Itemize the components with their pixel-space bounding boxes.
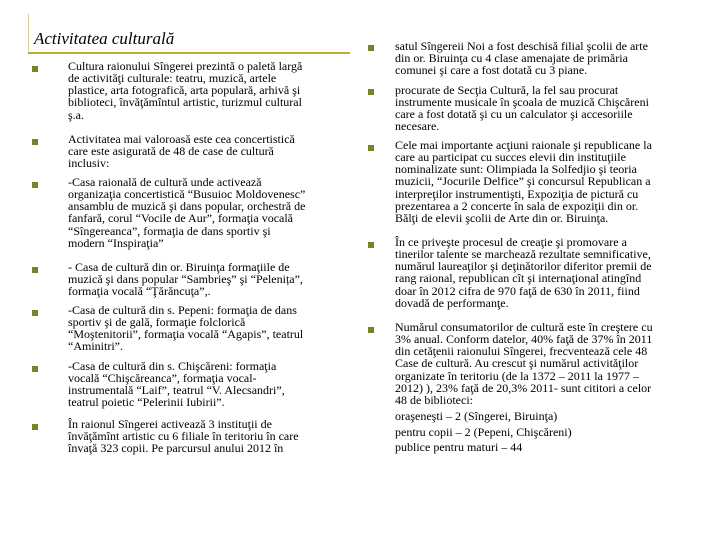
paragraph: -Casa de cultură din s. Chişcăreni: formaţia vocală “Chişcăreanca”, formaţia vocal- instrumentală “Laif”, teatrul “V. Alecsandri”, teatrul poietic “Pelerinii Iubirii”.	[68, 359, 285, 410]
paragraph: -Casa de cultură din s. Pepeni: formaţia de dans sportiv şi de gală, formaţie folclorică “Moştenitorii”, formaţia vocală “Agapis”, teatrul “Aminitri”.	[68, 303, 304, 354]
title-underline	[28, 52, 350, 54]
bullet-icon	[32, 139, 38, 145]
bullet-icon	[32, 424, 38, 430]
paragraph: Activitatea mai valoroasă este cea concertistică care este asigurată de 48 de case de cultură inclusiv:	[68, 132, 295, 171]
bullet-icon	[368, 89, 374, 95]
paragraph: În raionul Sîngerei activează 3 instituţii de învăţămînt artistic cu 6 filiale în teritoriu în care învaţă 323 copii. Pe parcursul anului 2012 în	[68, 417, 299, 456]
bullet-icon	[32, 267, 38, 273]
paragraph: În ce priveşte procesul de creaţie şi promovare a tinerilor talente se marchează rezultate semnificative, numărul laureaţilor şi deţinătorilor diferitor premii de rang raional, republican cît şi internaţional atingînd doar în 2012 cifra de 970 faţă de 630 în 2011, fiind dovadă de performanţe.	[395, 235, 652, 310]
paragraph: procurate de Secţia Cultură, la fel sau procurat instrumente musicale în şcoala de muzică Chişcăreni care a fost dotată şi cu un calculator şi accesoriile necesare.	[395, 83, 649, 134]
bullet-icon	[32, 310, 38, 316]
bullet-icon	[368, 45, 374, 51]
bullet-icon	[368, 242, 374, 248]
library-list: oraşeneşti – 2 (Sîngerei, Biruinţa) pentru copii – 2 (Pepeni, Chişcăreni) publice pentru maturi – 44	[395, 409, 572, 454]
paragraph: - Casa de cultură din or. Biruinţa formaţiile de muzică şi dans popular “Sambrieş” şi “Pelenița”, formaţia vocală “Ţărăncuţa”,.	[68, 260, 303, 299]
bullet-icon	[32, 66, 38, 72]
paragraph: Numărul consumatorilor de cultură este în creştere cu 3% anual. Conform datelor, 40% faţă de 37% în 2011 din cetăţenii raionului Sîngerei, frecventează cele 48 Case de cultură. Au crescut şi numărul activităţilor organizate în teritoriu (de la 1372 – 2011 la 1977 – 2012) ), 23% faţă de 20,3% 2011- sunt cititori a celor 48 de biblioteci:	[395, 320, 653, 407]
bullet-icon	[32, 182, 38, 188]
bullet-icon	[368, 327, 374, 333]
paragraph: satul Sîngereii Noi a fost deschisă filial şcolii de arte din or. Biruinţa cu 4 clase amenajate de primăria comunei şi care a fost dotată cu 3 piane.	[395, 39, 648, 78]
decorative-line	[28, 14, 29, 54]
paragraph: -Casa raională de cultură unde activează organizaţia concertistică “Busuioc Moldovenesc” ansamblu de muzică şi dans popular, orchestră de fanfară, corul “Vocile de Aur”, formaţia vocală “Sîngereanca”, formaţia de dans sportiv şi modern “Inspiraţia”	[68, 175, 306, 250]
page-title: Activitatea culturală	[34, 29, 175, 48]
bullet-icon	[32, 366, 38, 372]
bullet-icon	[368, 145, 374, 151]
paragraph: Cultura raionului Sîngerei prezintă o paletă largă de activităţi culturale: teatru, muzică, artele plastice, arta fotografică, arta populară, arhivă şi biblioteci, învăţămîntul artistic, turizmul cultural ş.a.	[68, 59, 303, 122]
paragraph: Cele mai importante acţiuni raionale şi republicane la care au participat cu succes elevii din instituţiile nominalizate sunt: Olimpiada la Solfedjio şi teoria muzicii, “Jocurile Delfice” şi concursul Republican a interpreţilor instrumentişti, Expoziţia de pictură cu prezentarea a 2 concerte în sala de expoziţii din or. Bălţi de elevii şcolii de Arte din or. Biruinţa.	[395, 138, 652, 225]
